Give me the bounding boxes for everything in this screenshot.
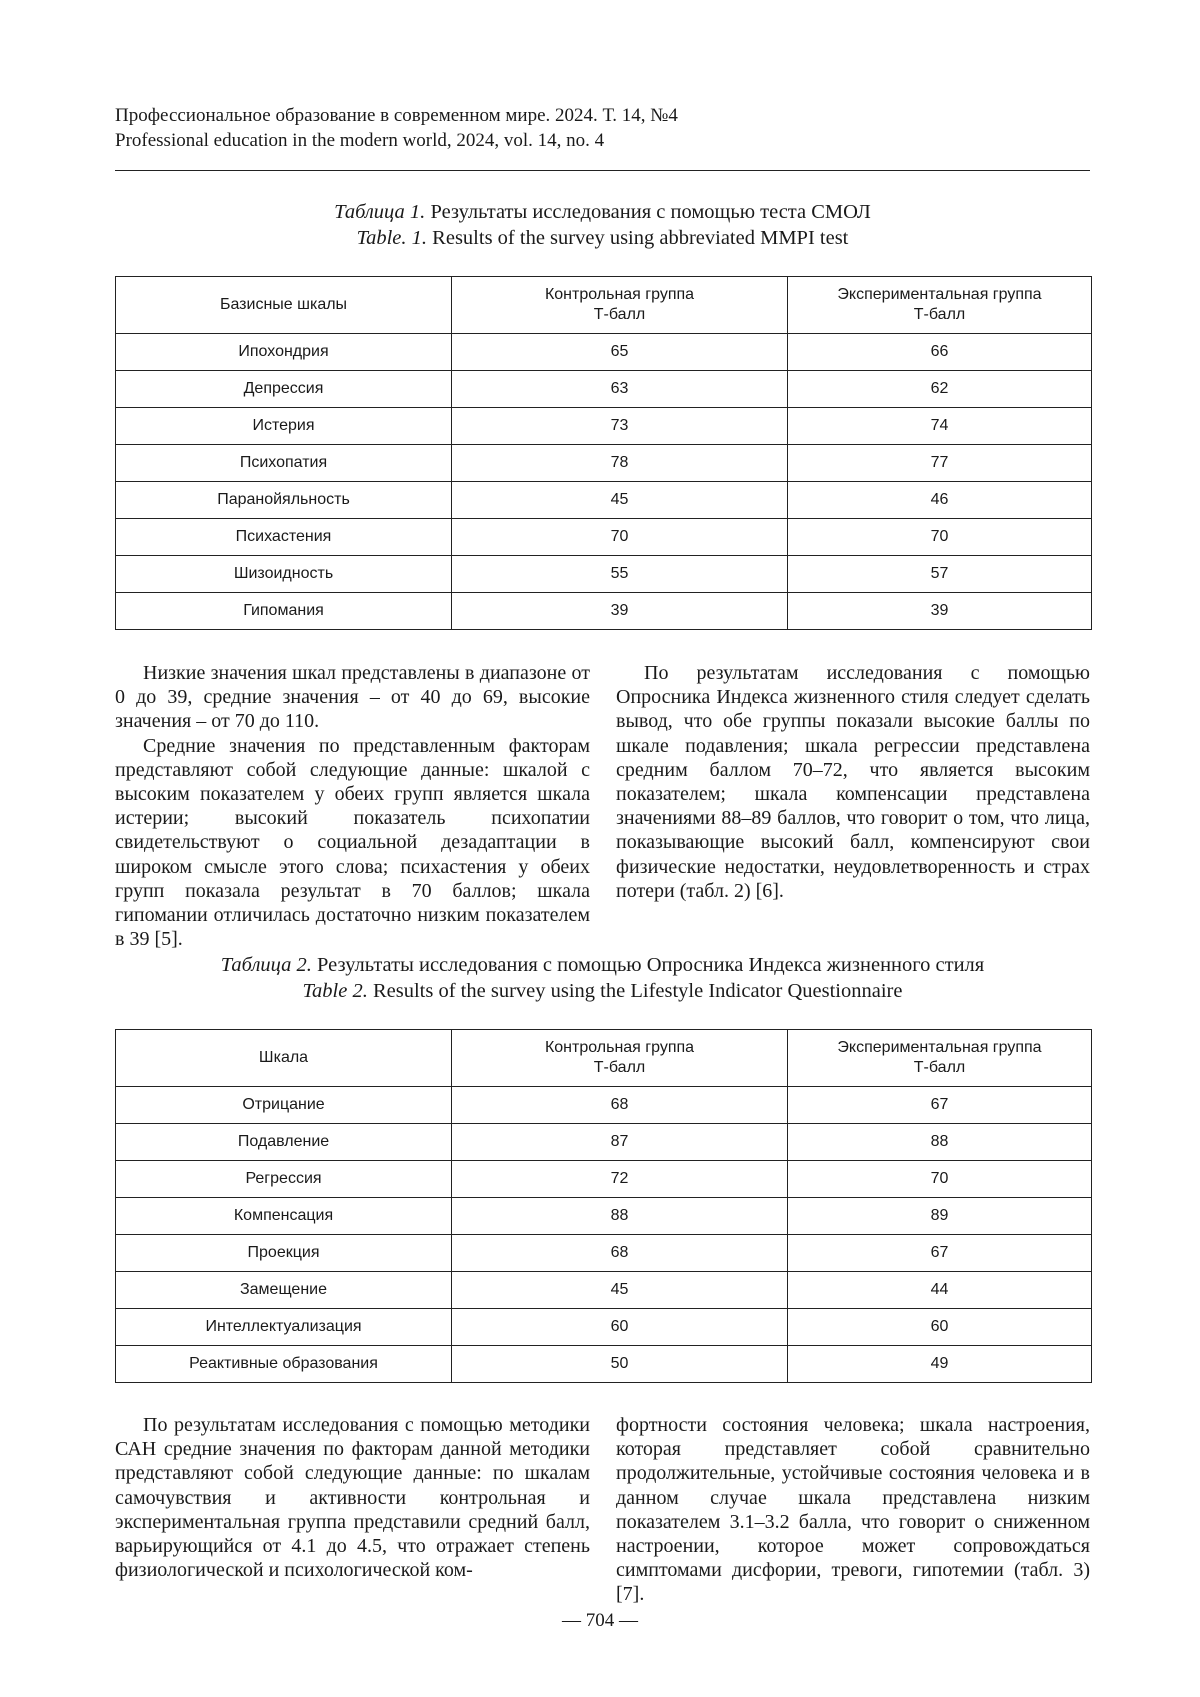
table-row — [116, 1161, 1092, 1198]
experimental-cell: 60 — [788, 1309, 1092, 1346]
scale-cell: Подавление — [116, 1124, 452, 1161]
control-cell: 45 — [452, 482, 788, 519]
table-row — [116, 408, 1092, 445]
table1-caption-ru-label: Таблица 1. — [334, 201, 426, 223]
paragraph: Средние значения по представленным факторам представляют собой следующие данные: шкалой с высоким показателем у обеих групп является шкала истерии; высокий показатель психопатии свидетельствуют о социальной дезадаптации в широком смысле этого слова; психастения у обеих групп показала результат в 70 баллов; шкала гипомании отличилась достаточно низким показателем в 39 [5]. — [115, 734, 590, 951]
header-rule — [115, 170, 1090, 171]
scale-cell: Гипомания — [116, 593, 452, 630]
table-row — [116, 334, 1092, 371]
control-cell: 68 — [452, 1235, 788, 1272]
control-cell: 87 — [452, 1124, 788, 1161]
text-block2-left — [115, 1413, 590, 1582]
experimental-cell: 74 — [788, 408, 1092, 445]
table1-caption-ru — [115, 199, 1090, 225]
experimental-cell: 39 — [788, 593, 1092, 630]
table1-header-control: Контрольная группа Т-балл — [452, 277, 788, 334]
table-row — [116, 593, 1092, 630]
table1-header-row — [116, 277, 1092, 334]
experimental-cell: 89 — [788, 1198, 1092, 1235]
experimental-cell: 46 — [788, 482, 1092, 519]
scale-cell: Истерия — [116, 408, 452, 445]
control-cell: 63 — [452, 371, 788, 408]
table-row — [116, 445, 1092, 482]
table-row — [116, 1272, 1092, 1309]
experimental-cell: 77 — [788, 445, 1092, 482]
experimental-cell: 57 — [788, 556, 1092, 593]
table1-header-scales: Базисные шкалы — [116, 277, 452, 334]
control-cell: 50 — [452, 1346, 788, 1383]
scale-cell: Компенсация — [116, 1198, 452, 1235]
paragraph: По результатам исследования с помощью Опросника Индекса жизненного стиля следует сделать вывод, что обе группы показали высокие баллы по шкале подавления; шкала регрессии представлена средним баллом 70–72, что является высоким показателем; шкала компенсации представлена значениями 88–89 баллов, что говорит о том, что лица, показывающие высокий балл, компенсируют свои физические недостатки, неудовлетворенность и страх потери (табл. 2) [6]. — [616, 662, 1090, 902]
header-line-ru: Профессиональное образование в современном мире. 2024. Т. 14, №4 — [115, 105, 678, 126]
experimental-cell: 66 — [788, 334, 1092, 371]
control-cell: 73 — [452, 408, 788, 445]
text-block1-right — [616, 661, 1090, 903]
table1 — [115, 276, 1092, 630]
experimental-cell: 67 — [788, 1087, 1092, 1124]
experimental-cell: 49 — [788, 1346, 1092, 1383]
control-cell: 72 — [452, 1161, 788, 1198]
page-number: — 704 — — [562, 1610, 638, 1631]
table-row — [116, 1198, 1092, 1235]
table2-caption-en — [115, 978, 1090, 1004]
text-block2-right — [616, 1413, 1090, 1607]
control-cell: 68 — [452, 1087, 788, 1124]
table-row — [116, 371, 1092, 408]
control-cell: 65 — [452, 334, 788, 371]
table-row — [116, 1309, 1092, 1346]
paragraph: По результатам исследования с помощью методики САН средние значения по факторам данной методики представляют собой следующие данные: по шкалам самочувствия и активности контрольная и экспериментальная группа представили средний балл, варьирующийся от 4.1 до 4.5, что отражает степень физиологической и психологической ком- — [115, 1414, 590, 1582]
paragraph: Низкие значения шкал представлены в диапазоне от 0 до 39, средние значения – от 40 до 69, высокие значения – от 70 до 110. — [115, 662, 590, 733]
table2-caption-en-text: Results of the survey using the Lifestyle Indicator Questionnaire — [367, 980, 903, 1002]
experimental-cell: 70 — [788, 519, 1092, 556]
table1-header-experimental: Экспериментальная группа Т-балл — [788, 277, 1092, 334]
scale-cell: Шизоидность — [116, 556, 452, 593]
scale-cell: Психопатия — [116, 445, 452, 482]
running-header — [115, 103, 1090, 153]
control-cell: 88 — [452, 1198, 788, 1235]
scale-cell: Замещение — [116, 1272, 452, 1309]
table-row — [116, 1235, 1092, 1272]
table-row — [116, 1087, 1092, 1124]
table-row — [116, 1346, 1092, 1383]
table-row — [116, 1124, 1092, 1161]
control-cell: 45 — [452, 1272, 788, 1309]
table-row — [116, 519, 1092, 556]
scale-cell: Паранойяльность — [116, 482, 452, 519]
table2-caption-ru — [115, 952, 1090, 978]
table-row — [116, 482, 1092, 519]
table2-header-scale: Шкала — [116, 1030, 452, 1087]
control-cell: 78 — [452, 445, 788, 482]
scale-cell: Реактивные образования — [116, 1346, 452, 1383]
control-cell: 60 — [452, 1309, 788, 1346]
table2 — [115, 1029, 1092, 1383]
table1-caption-ru-text: Результаты исследования с помощью теста СМОЛ — [425, 201, 871, 223]
scale-cell: Ипохондрия — [116, 334, 452, 371]
table1-caption-en — [115, 225, 1090, 251]
scale-cell: Регрессия — [116, 1161, 452, 1198]
table2-header-experimental: Экспериментальная группа Т-балл — [788, 1030, 1092, 1087]
control-cell: 70 — [452, 519, 788, 556]
experimental-cell: 88 — [788, 1124, 1092, 1161]
table2-caption-en-label: Table 2. — [302, 980, 368, 1002]
table2-header-control: Контрольная группа Т-балл — [452, 1030, 788, 1087]
table-row — [116, 556, 1092, 593]
control-cell: 55 — [452, 556, 788, 593]
experimental-cell: 70 — [788, 1161, 1092, 1198]
table1-caption-en-label: Table. 1. — [356, 227, 428, 249]
experimental-cell: 44 — [788, 1272, 1092, 1309]
table2-caption-ru-label: Таблица 2. — [220, 954, 312, 976]
control-cell: 39 — [452, 593, 788, 630]
table1-caption — [115, 199, 1090, 251]
table1-caption-en-text: Results of the survey using abbreviated MMPI test — [427, 227, 849, 249]
experimental-cell: 62 — [788, 371, 1092, 408]
scale-cell: Проекция — [116, 1235, 452, 1272]
table2-header-row — [116, 1030, 1092, 1087]
scale-cell: Психастения — [116, 519, 452, 556]
scale-cell: Депрессия — [116, 371, 452, 408]
scale-cell: Интеллектуализация — [116, 1309, 452, 1346]
paragraph: фортности состояния человека; шкала настроения, которая представляет собой сравнительно продолжительные, устойчивые состояния человека и в данном случае шкала представлена низким показателем 3.1–3.2 балла, что говорит о сниженном настроении, которое может сопровождаться симптомами дисфории, тревоги, гипотемии (табл. 3) [7]. — [616, 1414, 1090, 1606]
text-block1-left — [115, 661, 590, 951]
experimental-cell: 67 — [788, 1235, 1092, 1272]
table2-caption — [115, 952, 1090, 1004]
table2-caption-ru-text: Результаты исследования с помощью Опросника Индекса жизненного стиля — [311, 954, 985, 976]
header-line-en: Professional education in the modern world, 2024, vol. 14, no. 4 — [115, 130, 605, 151]
scale-cell: Отрицание — [116, 1087, 452, 1124]
